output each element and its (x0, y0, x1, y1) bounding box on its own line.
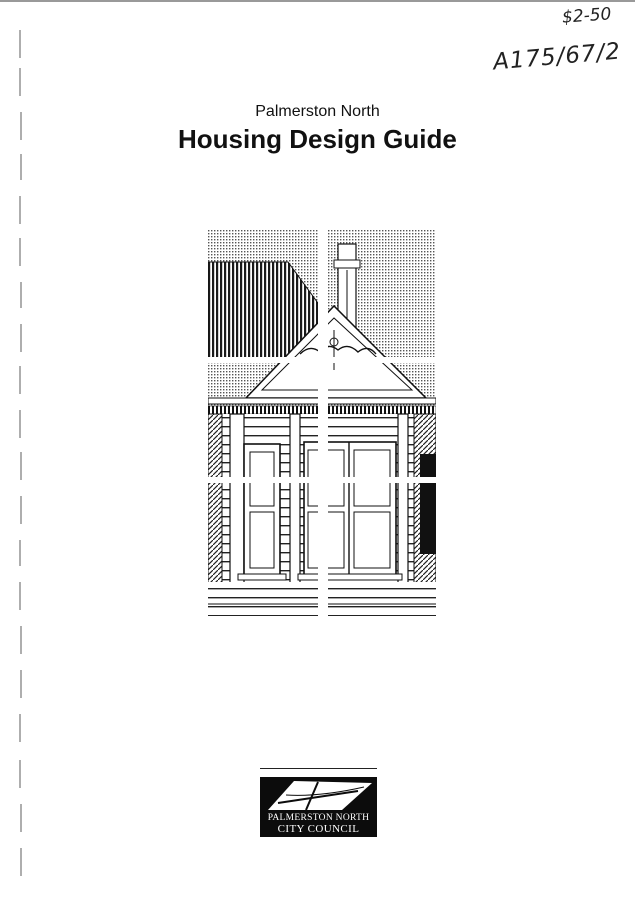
villa-facade-illustration (208, 230, 436, 616)
logo-text-line2: CITY COUNCIL (277, 823, 360, 835)
logo-rule (260, 768, 377, 769)
logo-text-line1: PALMERSTON NORTH (267, 813, 370, 823)
cover-title: Housing Design Guide (178, 124, 457, 154)
council-logo (260, 777, 377, 837)
comb-binding-marks (0, 0, 30, 896)
council-logo-mark (260, 777, 377, 813)
handwritten-price: $2-50 (561, 4, 613, 28)
handwritten-reference-number: A175/67/2 (492, 38, 622, 76)
cover-subtitle: Palmerston North (255, 103, 380, 120)
page-top-edge (0, 0, 635, 2)
